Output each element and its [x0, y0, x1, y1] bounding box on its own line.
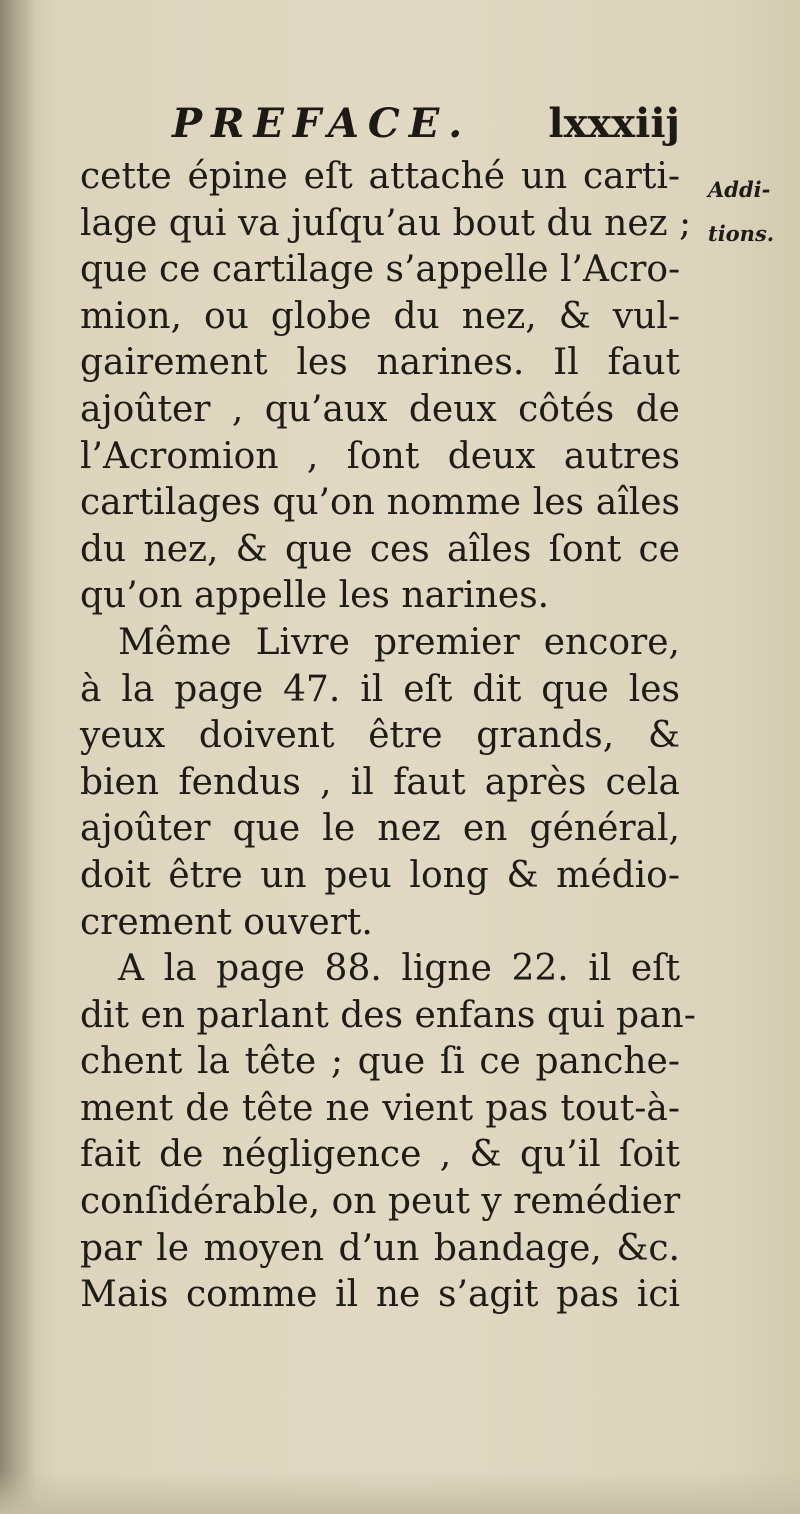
text-line: bien fendus , il faut après cela	[80, 761, 680, 803]
text-line: crement ouvert.	[80, 901, 373, 943]
text-line: du nez, & que ces aîles ſont ce	[80, 528, 680, 570]
running-head: PREFACE.	[172, 100, 472, 147]
text-line: qu’on appelle les narines.	[80, 575, 550, 617]
text-line: ment de tête ne vient pas tout-à-	[80, 1087, 680, 1129]
text-line: cartilages qu’on nomme les aîles	[80, 482, 680, 524]
text-line: ajoûter que le nez en général,	[80, 808, 680, 850]
margin-note	[708, 168, 774, 256]
page-header	[80, 100, 680, 156]
text-line: chent la tête ; que ſi ce panche-	[80, 1041, 680, 1083]
page-gutter-shadow	[0, 0, 36, 1514]
margin-note-line: Addi-	[708, 177, 771, 202]
margin-note-line: tions.	[708, 221, 775, 246]
text-line: mion, ou globe du nez, & vul-	[80, 295, 680, 337]
text-line: Mais comme il ne s’agit pas ici	[80, 1274, 680, 1316]
text-line: cette épine eſt attaché un carti-	[80, 156, 680, 197]
text-line: doit être un peu long & médio-	[80, 854, 680, 896]
text-line: fait de négligence , & qu’il ſoit	[80, 1134, 680, 1176]
text-line: à la page 47. il eſt dit que les	[80, 668, 680, 710]
text-line: yeux doivent être grands, &	[80, 715, 680, 757]
text-line: conſidérable, on peut y remédier	[80, 1181, 681, 1223]
text-line: que ce cartilage s’appelle l’Acro-	[80, 249, 681, 291]
text-line: l’Acromion , ſont deux autres	[80, 435, 680, 477]
page-bottom-edge	[0, 1470, 800, 1514]
text-line: A la page 88. ligne 22. il eſt	[118, 948, 680, 990]
body-text	[80, 154, 696, 1319]
text-line: gairement les narines. Il faut	[80, 342, 680, 384]
text-line: dit en parlant des enfans qui pan-	[80, 994, 696, 1036]
text-line: par le moyen d’un bandage, &c.	[80, 1227, 680, 1269]
text-line: ajoûter , qu’aux deux côtés de	[80, 388, 680, 430]
page-number: lxxxiij	[548, 100, 680, 147]
text-line: Même Livre premier encore,	[118, 621, 680, 663]
text-line: lage qui va juſqu’au bout du nez ;	[80, 202, 692, 244]
